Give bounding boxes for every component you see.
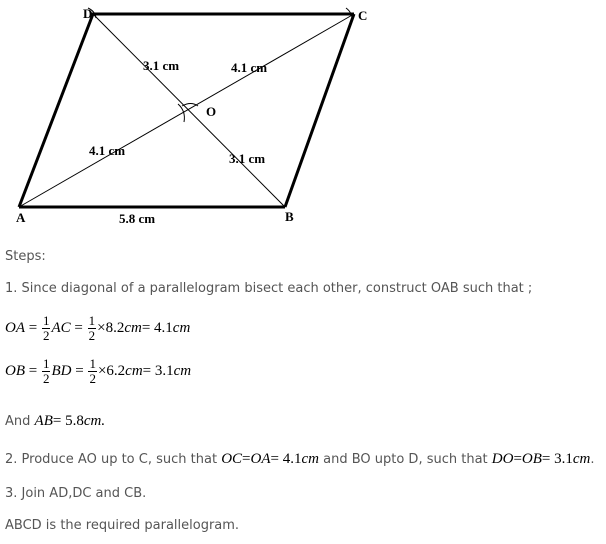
step-3-text: 3. Join AD,DC and CB. xyxy=(5,486,147,501)
vertex-label-a: A xyxy=(16,210,26,225)
length-label-od: 3.1 cm xyxy=(143,58,180,73)
equation-oa: OA = $\frac{1}{2}$ AC = $\frac{1}{2}$ ×8.2cm= 4.1cm xyxy=(5,313,191,343)
conclusion-text: ABCD is the required parallelogram. xyxy=(5,518,240,533)
eq2-mid: BD xyxy=(51,363,72,380)
length-label-ob: 3.1 cm xyxy=(229,151,266,166)
vertex-label-c: C xyxy=(358,8,368,23)
vertex-label-o: O xyxy=(206,104,217,119)
parallelogram-diagram xyxy=(0,0,606,240)
length-label-oa: 4.1 cm xyxy=(89,143,126,158)
and-ab-line: And AB= 5.8cm. xyxy=(5,413,106,429)
step-2-text: 2. Produce AO up to C, such that OC=OA= 4.1cm and BO upto D, such that DO=OB= 3.1cm. xyxy=(5,451,595,467)
side-ad xyxy=(19,14,93,207)
vertex-label-d: D xyxy=(83,6,93,21)
diagonal-bd xyxy=(93,14,285,207)
diagonal-ac xyxy=(19,14,354,207)
step-1-text: 1. Since diagonal of a parallelogram bisect each other, construct OAB such that ; xyxy=(5,281,533,296)
eq1-mid: AC xyxy=(51,320,71,337)
eq2-lhs: OB xyxy=(5,363,25,380)
side-bc xyxy=(285,14,354,207)
eq2-fraction: $\frac{1}{2}$ xyxy=(42,356,50,386)
eq1-lhs: OA xyxy=(5,320,25,337)
equation-ob: OB = $\frac{1}{2}$ BD = $\frac{1}{2}$ ×6.2cm= 3.1cm xyxy=(5,356,192,386)
length-label-ab: 5.8 cm xyxy=(119,211,156,226)
vertex-label-b: B xyxy=(285,209,294,224)
steps-heading: Steps: xyxy=(5,249,46,264)
eq1-fraction: $\frac{1}{2}$ xyxy=(42,313,50,343)
eq1-fraction-2: $\frac{1}{2}$ xyxy=(88,313,96,343)
length-label-oc: 4.1 cm xyxy=(231,60,268,75)
eq2-fraction-2: $\frac{1}{2}$ xyxy=(89,356,96,386)
